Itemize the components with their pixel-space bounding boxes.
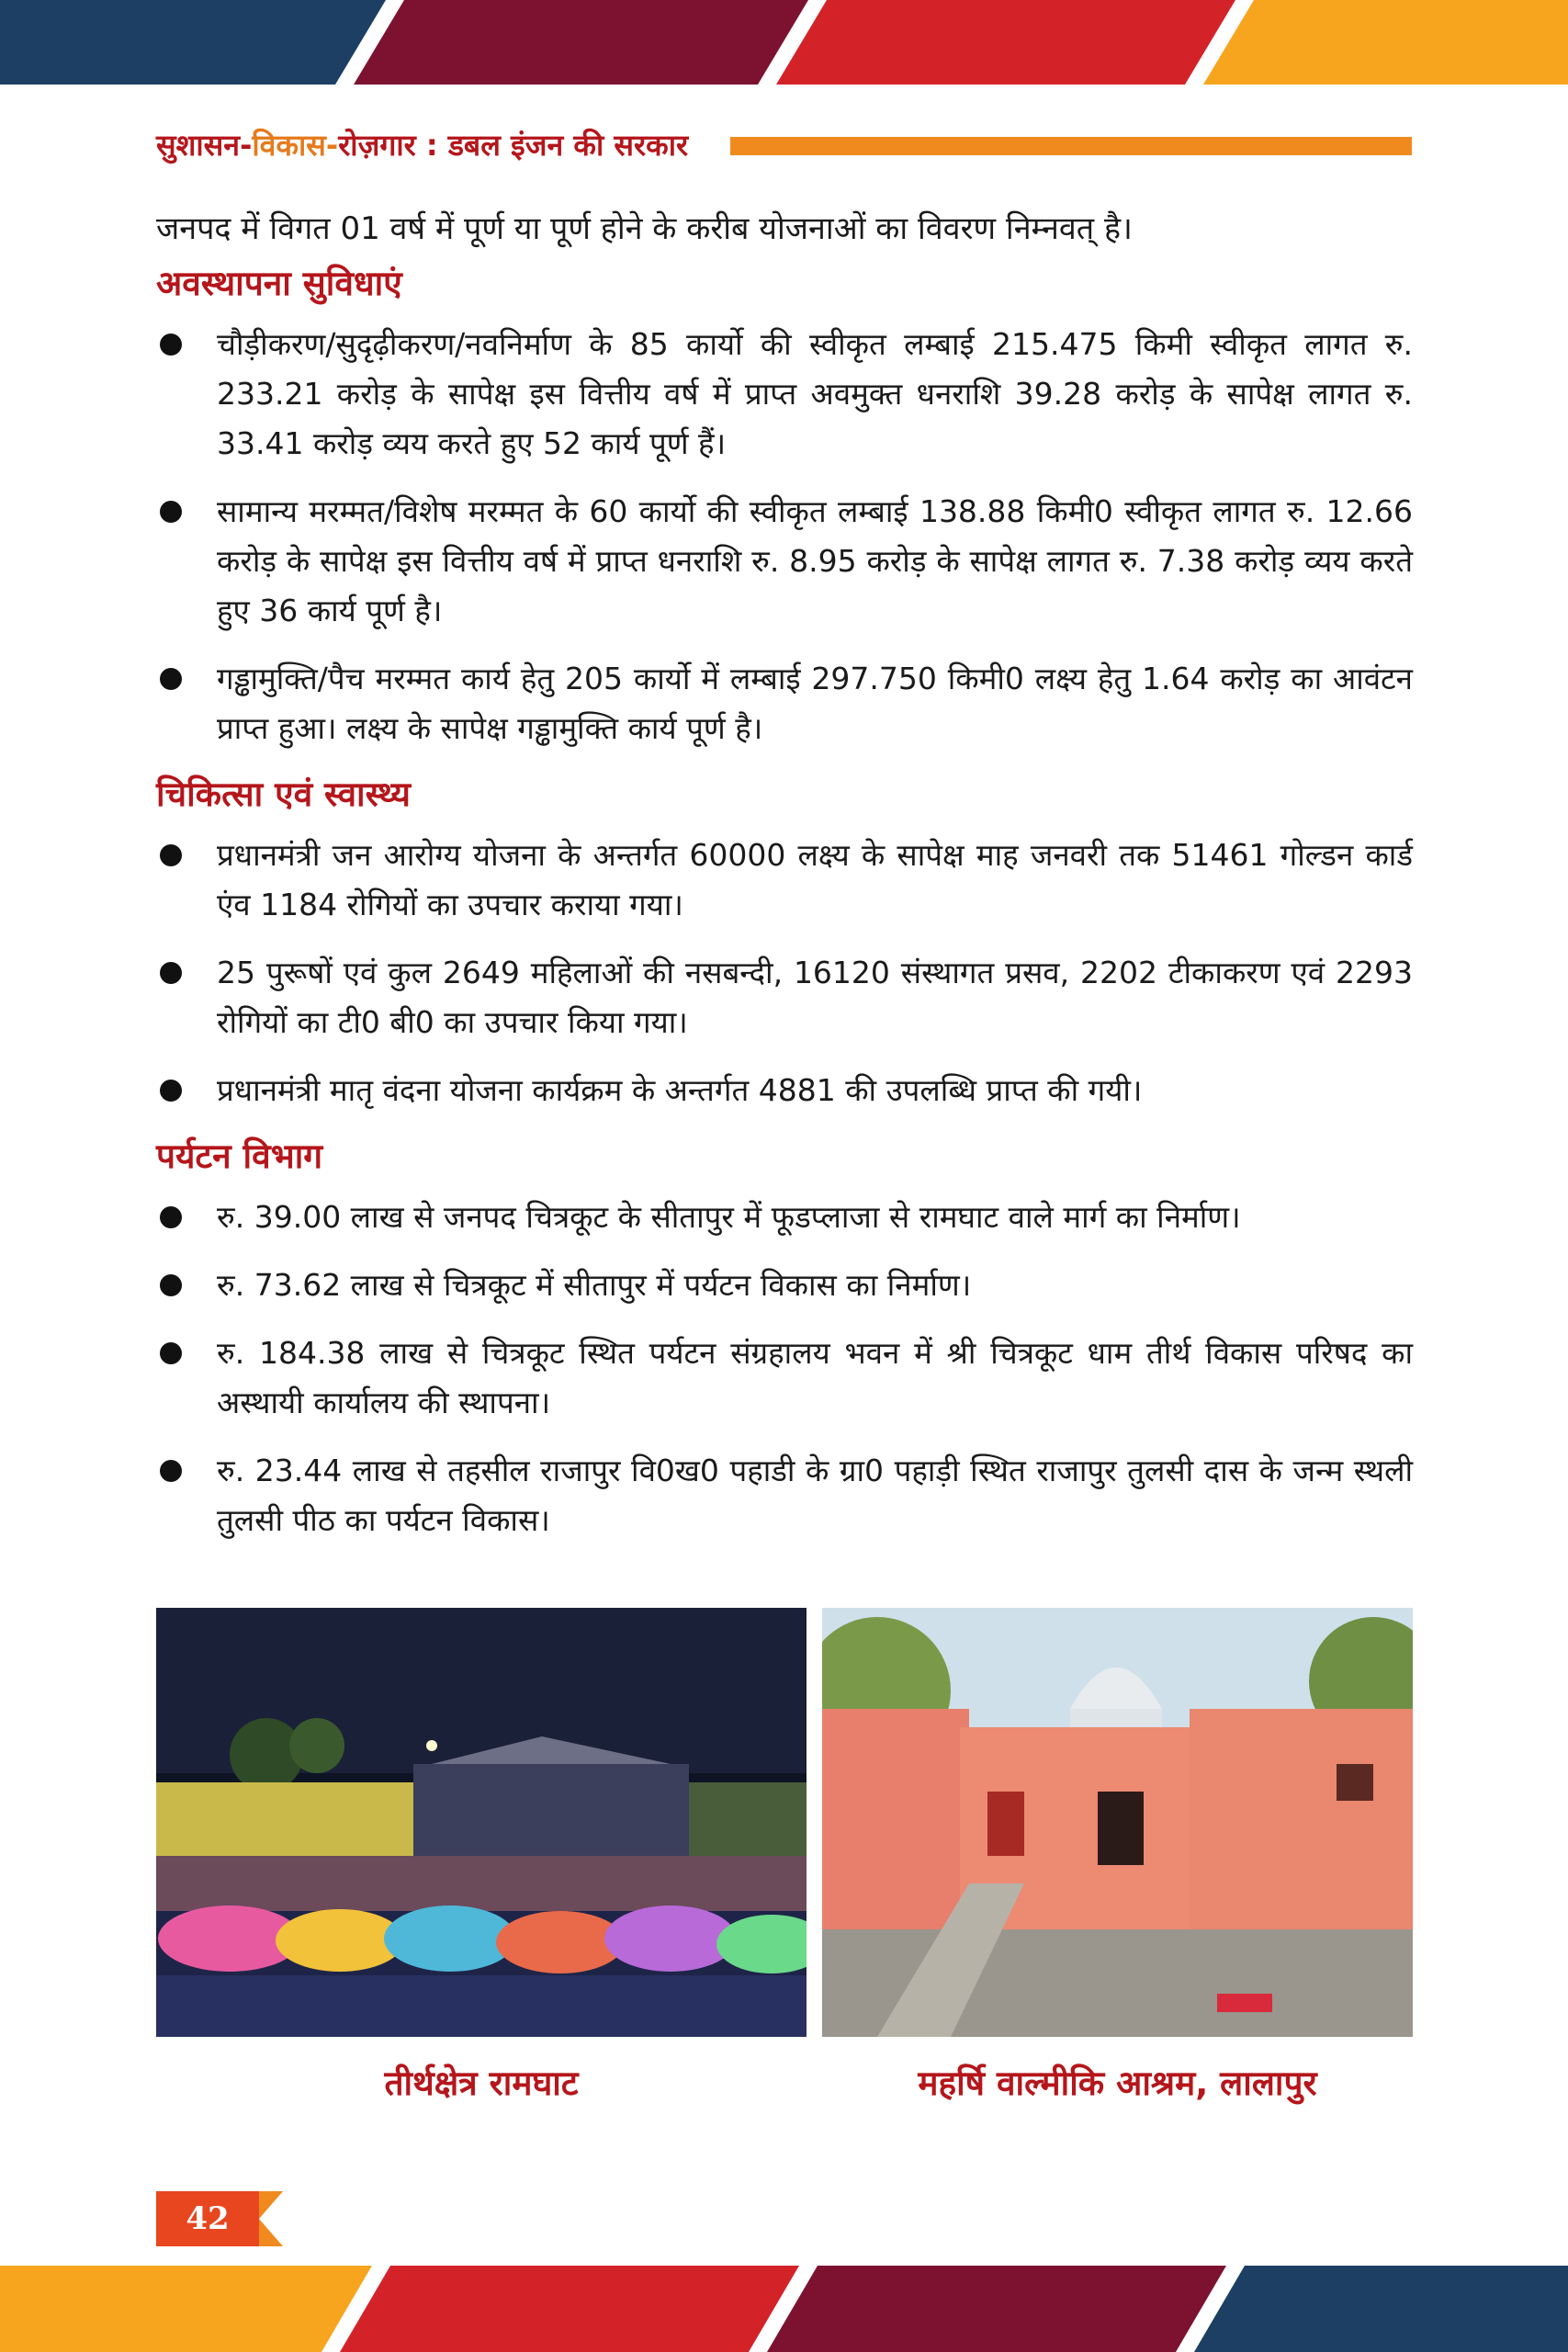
infrastructure-list	[156, 320, 1413, 753]
health-list	[156, 831, 1413, 1115]
tourism-list	[156, 1193, 1413, 1545]
intro-paragraph: जनपद में विगत 01 वर्ष में पूर्ण या पूर्ण होने के करीब योजनाओं का विवरण निम्नवत् है।	[156, 210, 1133, 247]
header-title-part1: सुशासन-	[156, 128, 253, 163]
header-rule	[730, 137, 1412, 155]
header-title-part4: : डबल इंजन की सरकार	[415, 128, 689, 163]
section-title-infrastructure: अवस्थापना सुविधाएं	[156, 264, 402, 303]
ramghat-caption: तीर्थक्षेत्र रामघाट	[384, 2064, 579, 2103]
page-number-tab	[156, 2191, 283, 2246]
list-item: रु. 39.00 लाख से जनपद चित्रकूट के सीतापुर में फूडप्लाजा से रामघाट वाले मार्ग का निर्माण।	[156, 1193, 1413, 1242]
ramghat-photo	[156, 1608, 807, 2037]
list-item: चौड़ीकरण/सुदृढ़ीकरण/नवनिर्माण के 85 कार्यो की स्वीकृत लम्बाई 215.475 किमी स्वीकृत लागत रु. 233.21 करोड़ के सापेक्ष इस वित्तीय वर्ष में प्राप्त अवमुक्त धनराशि 39.28 करोड़ के सापेक्ष लागत रु. 33.41 करोड़ व्यय करते हुए 52 कार्य पूर्ण हैं।	[156, 320, 1413, 469]
header-title	[156, 125, 688, 164]
list-item: सामान्य मरम्मत/विशेष मरम्मत के 60 कार्यो की स्वीकृत लम्बाई 138.88 किमी0 स्वीकृत लागत रु. 12.66 करोड़ के सापेक्ष इस वित्तीय वर्ष में प्राप्त धनराशि रु. 8.95 करोड़ के सापेक्ष लागत रु. 7.38 करोड़ व्यय करते हुए 36 कार्य पूर्ण है।	[156, 487, 1413, 636]
bottom-color-band	[0, 2266, 1568, 2352]
header-title-part3: रोज़गार	[338, 128, 416, 163]
valmiki-ashram-photo	[822, 1608, 1413, 2037]
list-item: प्रधानमंत्री मातृ वंदना योजना कार्यक्रम के अन्तर्गत 4881 की उपलब्धि प्राप्त की गयी।	[156, 1066, 1413, 1115]
page-number: 42	[186, 2200, 230, 2237]
list-item: रु. 73.62 लाख से चित्रकूट में सीतापुर में पर्यटन विकास का निर्माण।	[156, 1261, 1413, 1310]
main-content	[156, 204, 1413, 1564]
section-title-tourism: पर्यटन विभाग	[156, 1136, 323, 1176]
top-color-band	[0, 0, 1568, 85]
section-title-health: चिकित्सा एवं स्वास्थ्य	[156, 775, 411, 814]
header-title-part2: विकास-	[252, 128, 339, 163]
list-item: गड्ढामुक्ति/पैच मरम्मत कार्य हेतु 205 कार्यो में लम्बाई 297.750 किमी0 लक्ष्य हेतु 1.64 करोड़ का आवंटन प्राप्त हुआ। लक्ष्य के सापेक्ष गड्ढामुक्ति कार्य पूर्ण है।	[156, 654, 1413, 753]
valmiki-ashram-caption: महर्षि वाल्मीकि आश्रम, लालापुर	[918, 2064, 1317, 2103]
list-item: प्रधानमंत्री जन आरोग्य योजना के अन्तर्गत 60000 लक्ष्य के सापेक्ष माह जनवरी तक 51461 गोल्डन कार्ड एंव 1184 रोगियों का उपचार कराया गया।	[156, 831, 1413, 930]
list-item: रु. 23.44 लाख से तहसील राजापुर वि0ख0 पहाडी के ग्रा0 पहाड़ी स्थित राजापुर तुलसी दास के जन्म स्थली तुलसी पीठ का पर्यटन विकास।	[156, 1446, 1413, 1545]
list-item: 25 पुरूषों एवं कुल 2649 महिलाओं की नसबन्दी, 16120 संस्थागत प्रसव, 2202 टीकाकरण एवं 2293 रोगियों का टी0 बी0 का उपचार किया गया।	[156, 948, 1413, 1047]
list-item: रु. 184.38 लाख से चित्रकूट स्थित पर्यटन संग्रहालय भवन में श्री चित्रकूट धाम तीर्थ विकास परिषद का अस्थायी कार्यालय की स्थापना।	[156, 1329, 1413, 1428]
